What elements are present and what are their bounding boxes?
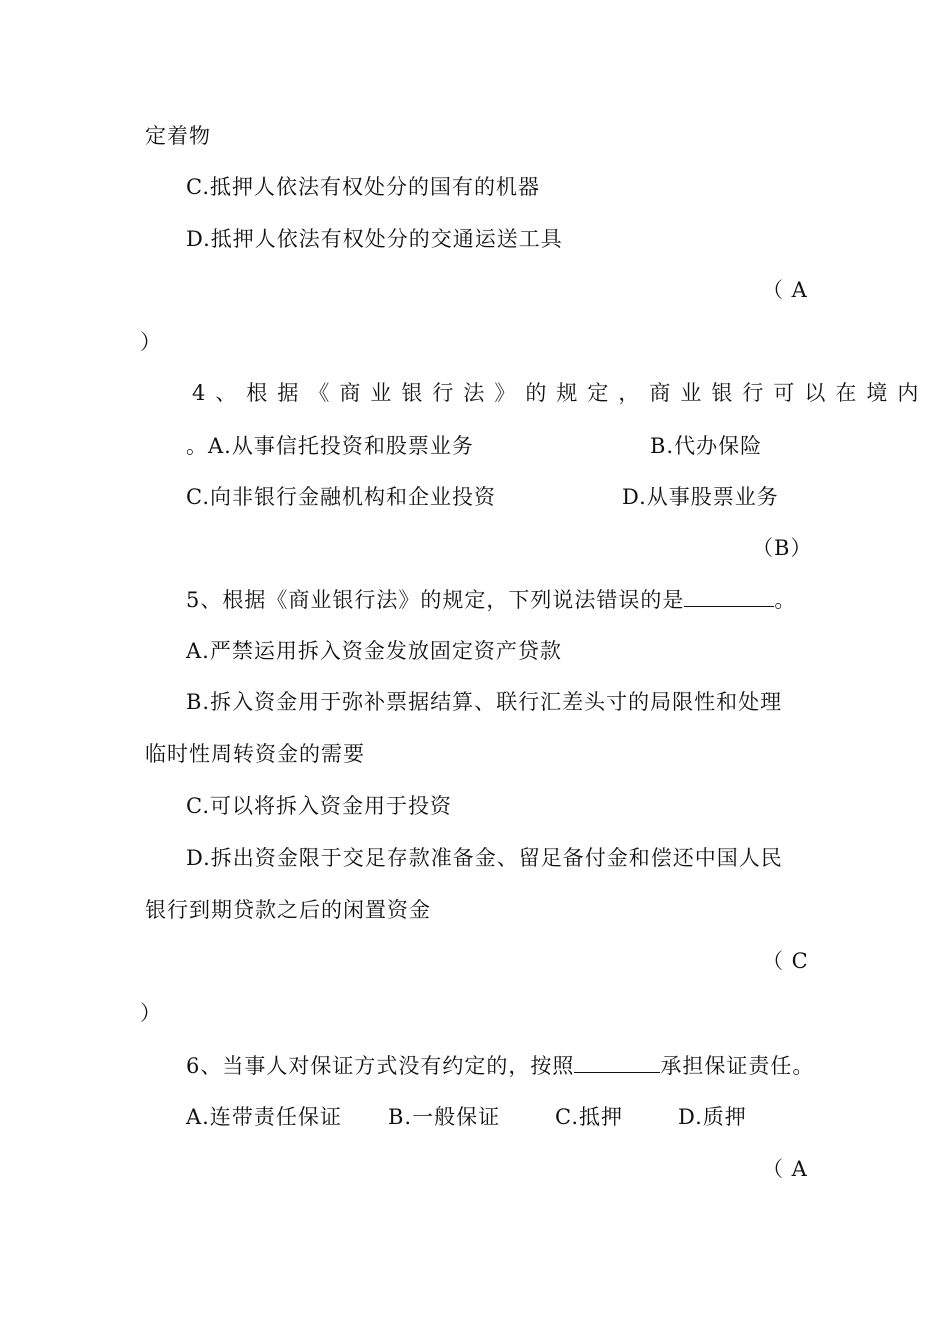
answer-open: （ A [762,278,808,302]
option-d: D.拆出资金限于交足存款准备金、留足备付金和偿还中国人民 [186,846,783,870]
answer-blank [684,588,774,607]
answer-blank [574,1054,660,1073]
question-5-text: 5、根据《商业银行法》的规定，下列说法错误的是 [186,588,685,612]
option-b: B.一般保证 [388,1105,501,1129]
option-c: C.向非银行金融机构和企业投资 [186,485,496,509]
option-a: A.连带责任保证 [186,1105,342,1129]
option-b: B.拆入资金用于弥补票据结算、联行汇差头寸的局限性和处理 [186,690,783,714]
text-line: 定着物 [145,124,211,148]
option-a: 。A.从事信托投资和股票业务 [186,434,474,458]
option-a: A.严禁运用拆入资金发放固定资产贷款 [186,639,562,663]
answer-open: （ A [762,1157,808,1181]
answer: （B） [752,536,813,560]
option-c: C.可以将拆入资金用于投资 [186,794,452,818]
option-d: D.抵押人依法有权处分的交通运送工具 [186,227,563,251]
question-4: 4、根据《商业银行法》的规定，商业银行可以在境内 [192,381,929,405]
option-d: D.质押 [678,1105,747,1129]
option-b-cont: 临时性周转资金的需要 [145,742,365,766]
answer-close: ） [140,1001,162,1025]
question-6 [186,1053,814,1079]
question-6-text: 6、当事人对保证方式没有约定的，按照 [186,1054,575,1078]
question-6-end: 承担保证责任。 [660,1054,815,1078]
option-d: D.从事股票业务 [622,485,779,509]
option-b: B.代办保险 [650,434,763,458]
option-c: C.抵押人依法有权处分的国有的机器 [186,175,540,199]
question-5-end: 。 [774,588,797,612]
option-c: C.抵押 [555,1105,623,1129]
question-5 [186,587,796,613]
answer-open: （ C [762,949,809,973]
option-d-cont: 银行到期贷款之后的闲置资金 [145,898,431,922]
answer-close: ） [140,330,162,354]
